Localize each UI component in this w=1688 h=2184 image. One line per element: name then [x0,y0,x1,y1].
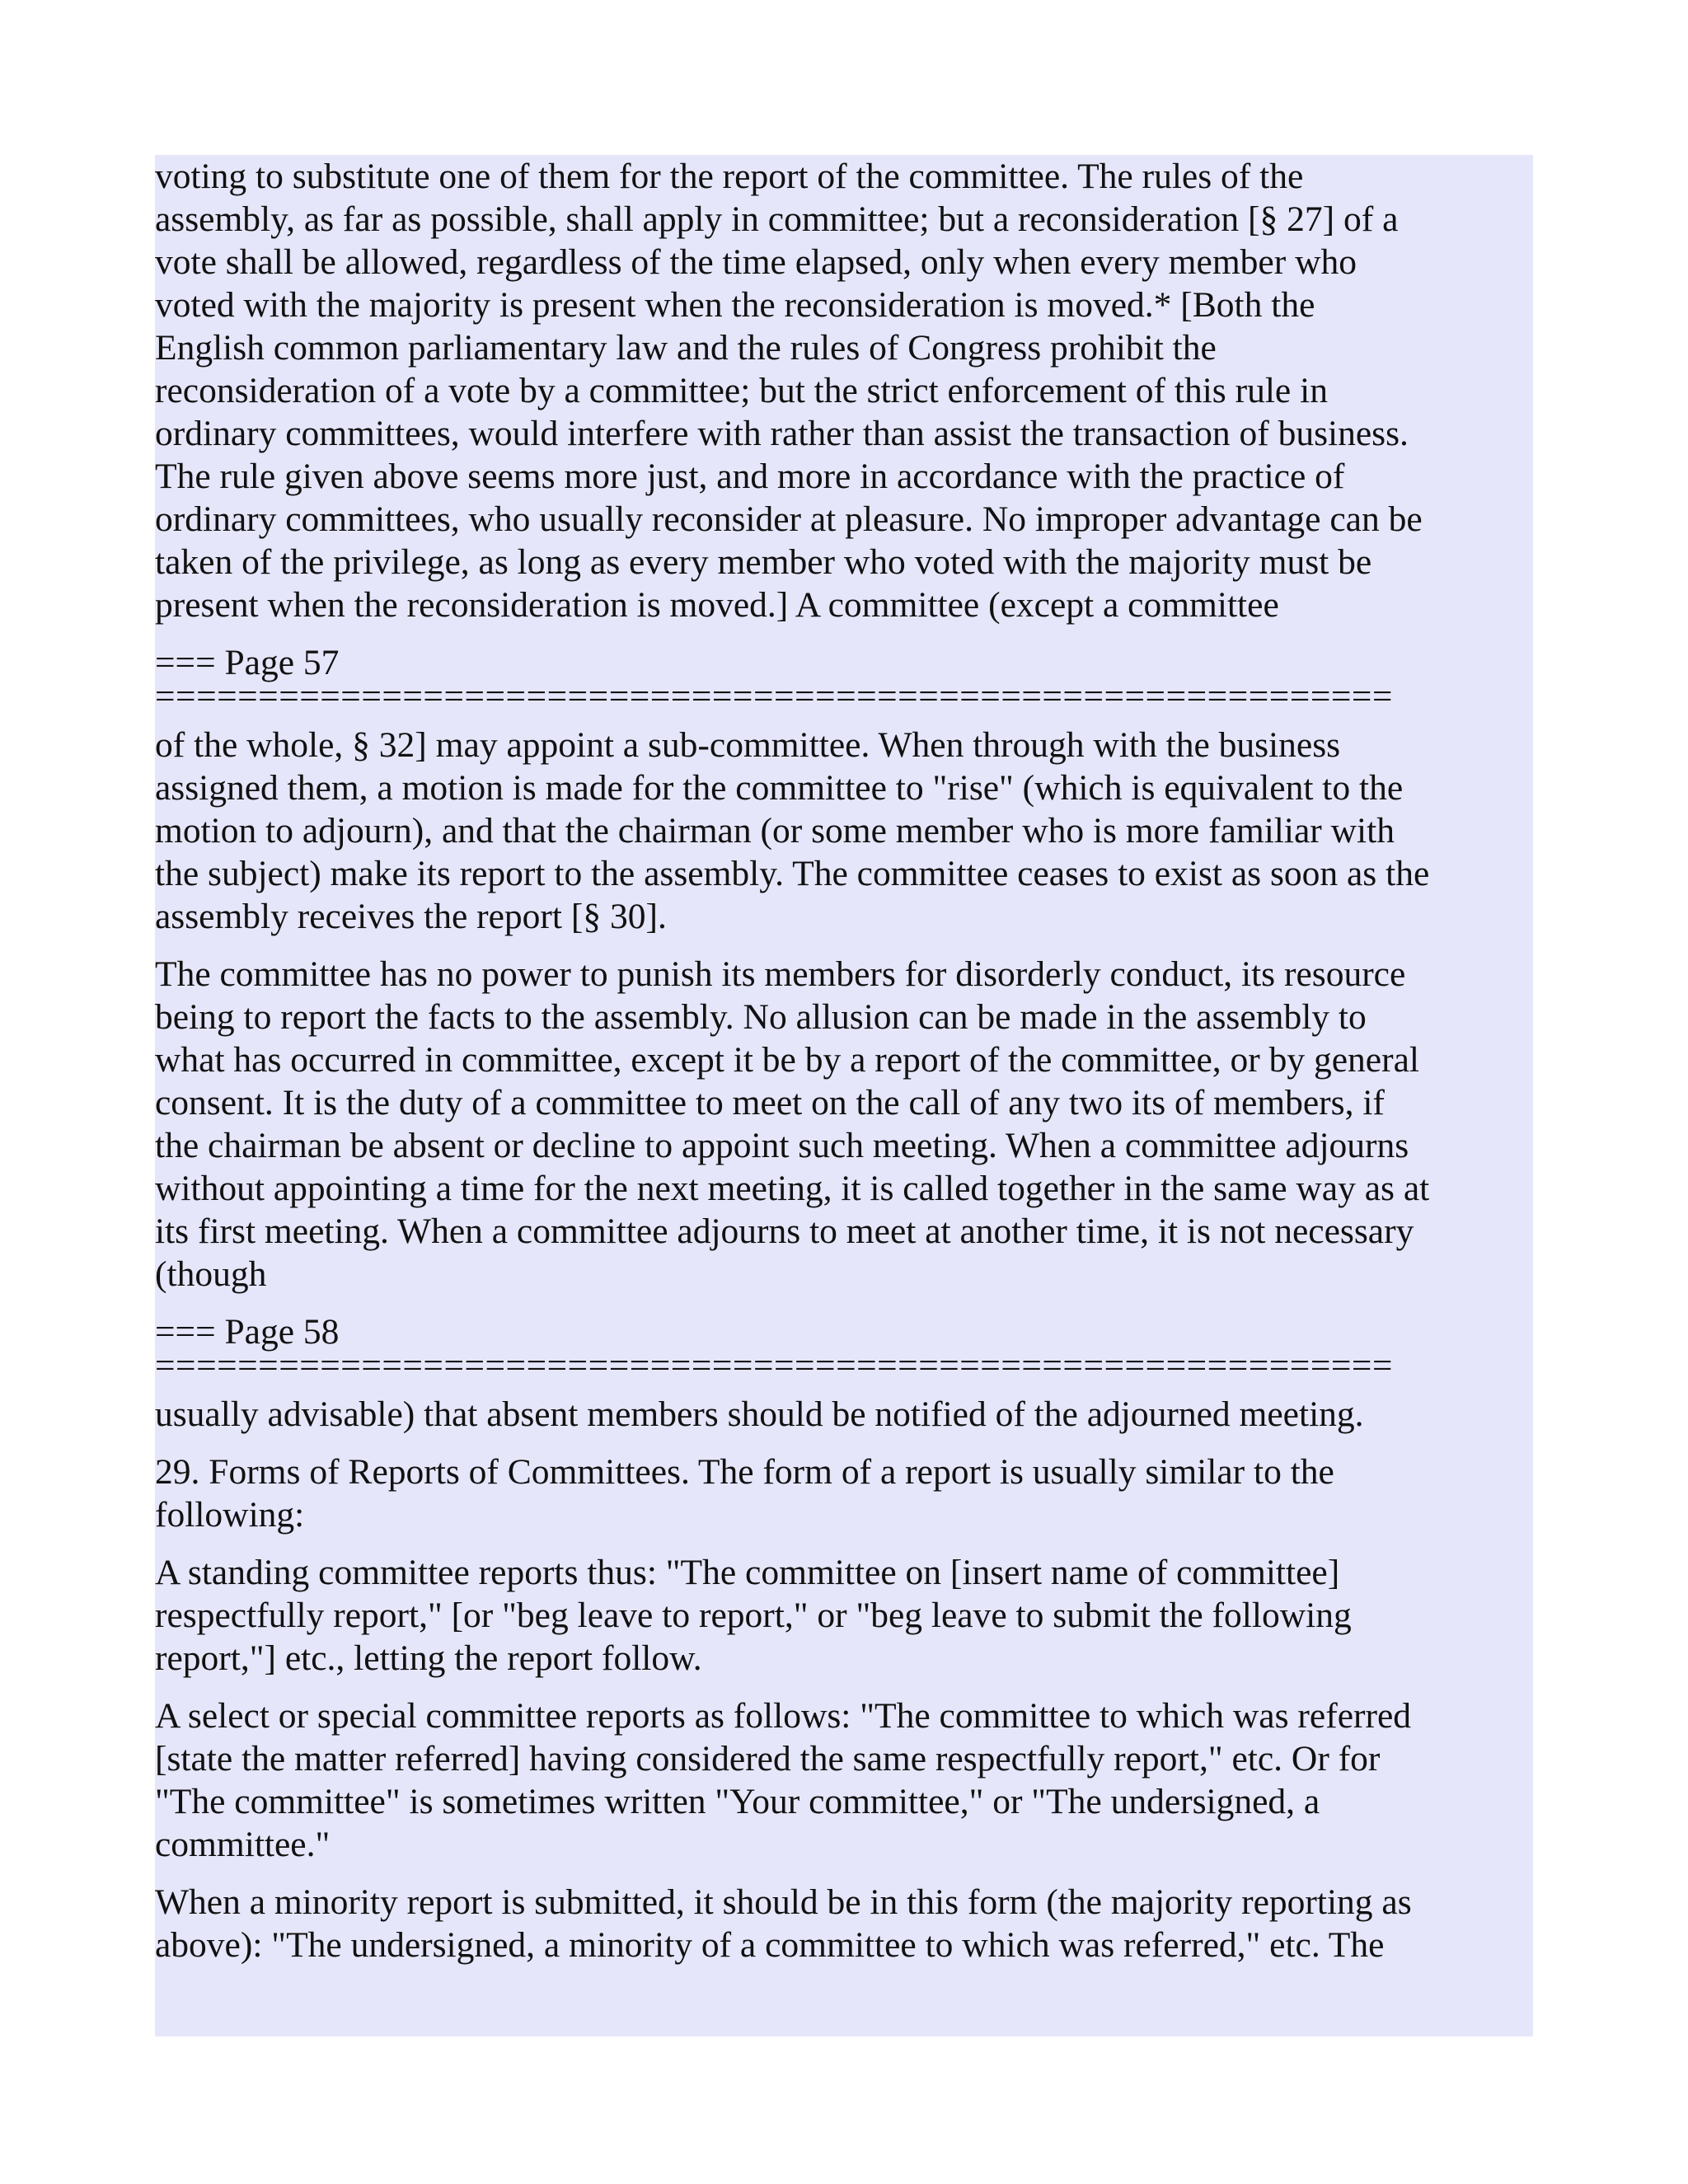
text-line: assembly receives the report [§ 30]. [155,897,667,936]
text-line: voted with the majority is present when the reconsideration is moved.* [Both the [155,285,1315,325]
text-line: respectfully report," [or "beg leave to report," or "beg leave to submit the following [155,1596,1352,1635]
text-line: report,"] etc., letting the report follow. [155,1638,702,1678]
paragraph [155,1393,1533,1436]
text-line: usually advisable) that absent members should be notified of the adjourned meeting. [155,1394,1364,1434]
text-line: the chairman be absent or decline to appoint such meeting. When a committee adjourns [155,1126,1409,1165]
page-marker-rule: ============================================================ [155,1353,1393,1378]
text-line: vote shall be allowed, regardless of the time elapsed, only when every member who [155,242,1357,282]
page-marker [155,641,1533,709]
text-line: A standing committee reports thus: "The committee on [insert name of committee] [155,1553,1340,1592]
text-line: 29. Forms of Reports of Committees. The form of a report is usually similar to the [155,1452,1334,1492]
text-line: ordinary committees, would interfere with rather than assist the transaction of business. [155,414,1409,453]
text-line: "The committee" is sometimes written "Your committee," or "The undersigned, a [155,1782,1320,1821]
paragraph [155,724,1533,938]
text-line: present when the reconsideration is moved.] A committee (except a committee [155,585,1279,625]
text-line: The rule given above seems more just, and more in accordance with the practice of [155,457,1345,496]
text-line: what has occurred in committee, except it be by a report of the committee, or by general [155,1040,1419,1080]
text-line: [state the matter referred] having considered the same respectfully report," etc. Or for [155,1739,1381,1779]
paragraph [155,1694,1533,1866]
text-line: committee." [155,1825,331,1864]
paragraph [155,1881,1533,1966]
paragraph [155,155,1533,626]
document-text-block [155,155,1533,2036]
text-line: without appointing a time for the next meeting, it is called together in the same way as at [155,1169,1430,1208]
text-line: When a minority report is submitted, it should be in this form (the majority reporting as [155,1882,1412,1922]
text-line: assigned them, a motion is made for the committee to "rise" (which is equivalent to the [155,768,1404,808]
text-line: (though [155,1254,267,1294]
page-marker-label: === Page 58 [155,1312,340,1352]
text-line: A select or special committee reports as follows: "The committee to which was referred [155,1696,1412,1736]
text-line: assembly, as far as possible, shall apply in committee; but a reconsideration [§ 27] of a [155,199,1399,239]
text-line: The committee has no power to punish its members for disorderly conduct, its resource [155,954,1406,994]
text-line: following: [155,1495,305,1535]
text-line: voting to substitute one of them for the report of the committee. The rules of the [155,157,1304,196]
section-paragraph [155,1451,1533,1536]
text-line: reconsideration of a vote by a committee; but the strict enforcement of this rule in [155,371,1328,410]
text-line: above): "The undersigned, a minority of a committee to which was referred," etc. The [155,1925,1385,1965]
paragraph [155,953,1533,1296]
text-line: English common parliamentary law and the rules of Congress prohibit the [155,328,1217,368]
text-line: being to report the facts to the assembly. No allusion can be made in the assembly to [155,997,1367,1037]
page-marker-label: === Page 57 [155,643,340,682]
page-marker-rule: ============================================================ [155,684,1393,709]
page-marker [155,1310,1533,1378]
text-line: consent. It is the duty of a committee to meet on the call of any two its of members, if [155,1083,1385,1122]
text-line: ordinary committees, who usually reconsider at pleasure. No improper advantage can be [155,499,1423,539]
text-line: its first meeting. When a committee adjourns to meet at another time, it is not necessary [155,1212,1414,1251]
text-line: the subject) make its report to the assembly. The committee ceases to exist as soon as the [155,854,1430,893]
text-line: taken of the privilege, as long as every member who voted with the majority must be [155,542,1372,582]
text-line: motion to adjourn), and that the chairman (or some member who is more familiar with [155,811,1395,851]
paragraph [155,1551,1533,1680]
text-line: of the whole, § 32] may appoint a sub-committee. When through with the business [155,725,1341,765]
